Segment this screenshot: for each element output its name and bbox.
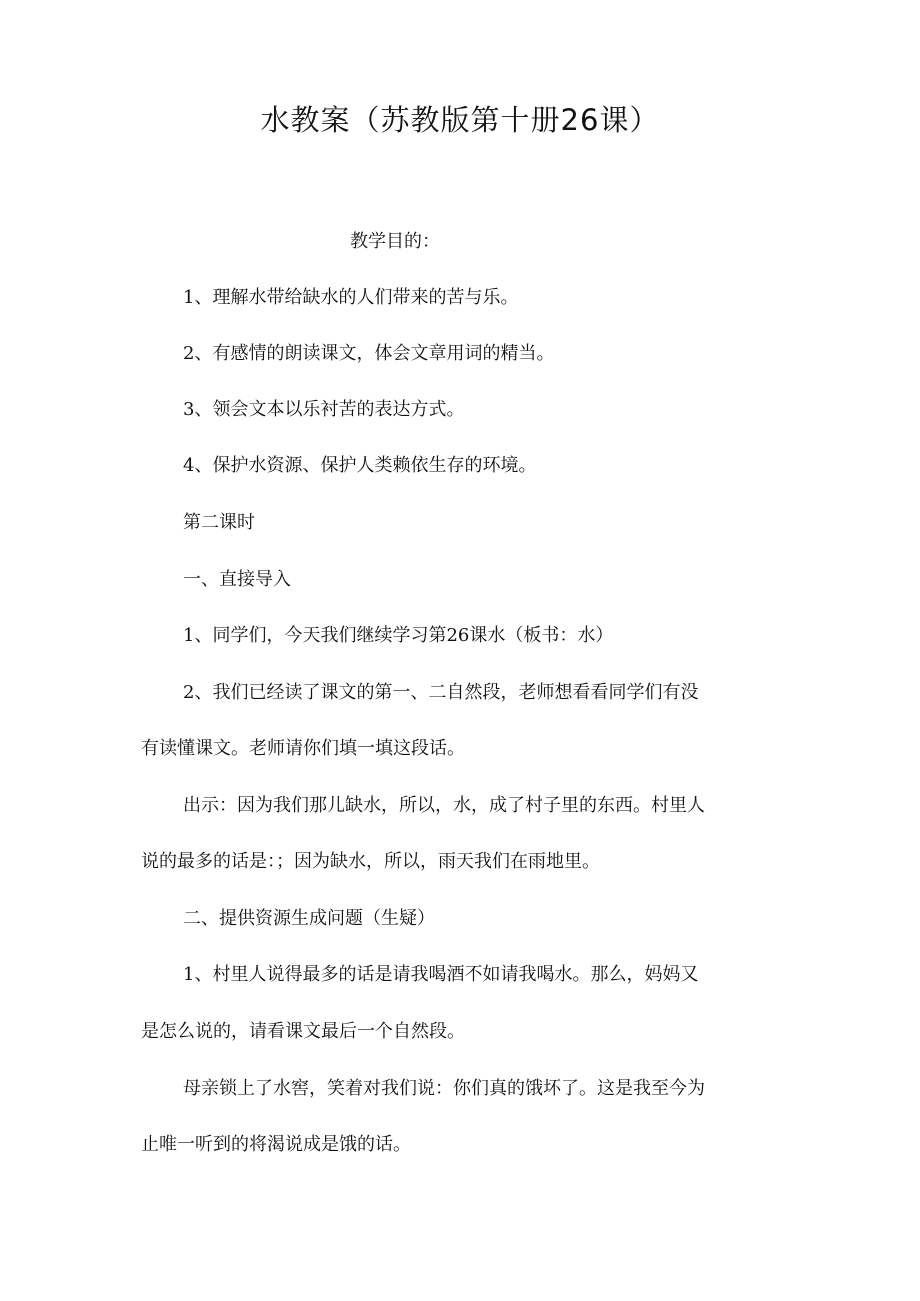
goal-item-2: 2、有感情的朗读课文，体会文章用词的精当。 <box>183 343 555 364</box>
lesson-period-heading: 第二课时 <box>183 512 255 533</box>
goal-item-3: 3、领会文本以乐衬苦的表达方式。 <box>183 399 465 420</box>
paragraph-line: 出示：因为我们那儿缺水，所以，水，成了村子里的东西。村里人 <box>183 795 705 816</box>
paragraph-line: 1、村里人说得最多的话是请我喝酒不如请我喝水。那么，妈妈又 <box>183 964 699 985</box>
paragraph-line: 母亲锁上了水窖，笑着对我们说：你们真的饿坏了。这是我至今为 <box>183 1078 705 1099</box>
paragraph-line: 有读懂课文。老师请你们填一填这段话。 <box>141 738 465 759</box>
goal-item-1: 1、理解水带给缺水的人们带来的苦与乐。 <box>183 287 519 308</box>
paragraph-line: 说的最多的话是：；因为缺水，所以，雨天我们在雨地里。 <box>141 851 600 872</box>
paragraph-line: 1、同学们，今天我们继续学习第26课水（板书：水） <box>183 625 614 646</box>
document-title: 水教案（苏教版第十册26课） <box>260 103 660 137</box>
section-heading-1: 一、直接导入 <box>183 569 291 590</box>
paragraph-line: 是怎么说的，请看课文最后一个自然段。 <box>141 1021 465 1042</box>
teaching-goals-heading: 教学目的： <box>350 231 440 252</box>
paragraph-line: 2、我们已经读了课文的第一、二自然段，老师想看看同学们有没 <box>183 682 699 703</box>
section-heading-2: 二、提供资源生成问题（生疑） <box>183 908 435 929</box>
paragraph-line: 止唯一听到的将渴说成是饿的话。 <box>141 1134 411 1155</box>
goal-item-4: 4、保护水资源、保护人类赖依生存的环境。 <box>183 455 537 476</box>
